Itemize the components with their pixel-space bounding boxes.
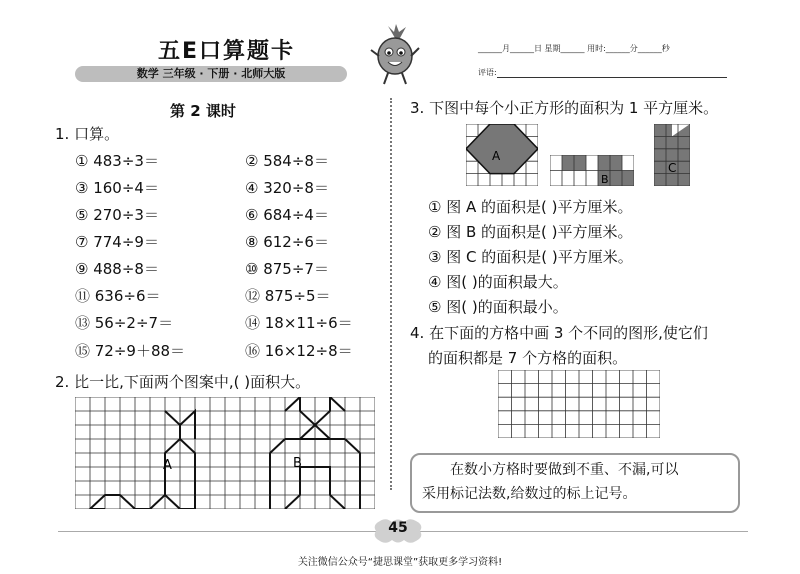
card-title: 五E口算题卡: [158, 39, 296, 64]
calc-item: ⑨ 488÷8＝: [75, 260, 159, 278]
calc-item: ⑩ 875÷7＝: [245, 260, 329, 278]
q4-drawing-grid[interactable]: [498, 370, 660, 438]
comment-line: [478, 67, 727, 78]
q3-option: ④ 图( )的面积最大。: [428, 273, 568, 291]
calc-item: ⑥ 684÷4＝: [245, 206, 329, 224]
fig3-c-label: C: [668, 161, 677, 175]
fig-b-label: B: [293, 456, 302, 471]
column-divider: [390, 98, 392, 490]
q3-figure-a: [466, 124, 538, 186]
q3-option: ② 图 B 的面积是( )平方厘米。: [428, 223, 633, 241]
date-time-line: ______月______日 星期______ 用时:______分______秒: [478, 44, 670, 53]
calc-item: ① 483÷3＝: [75, 152, 159, 170]
calc-item: ⑯ 16×12÷8＝: [245, 342, 353, 360]
q3-option: ⑤ 图( )的面积最小。: [428, 298, 568, 316]
q3-label: 3. 下图中每个小正方形的面积为 1 平方厘米。: [410, 99, 719, 117]
q3-figure-c: [654, 124, 690, 186]
figure-a-outline: [90, 411, 195, 509]
calc-item: ② 584÷8＝: [245, 152, 329, 170]
q1-label: 1. 口算。: [55, 125, 120, 143]
calc-item: ④ 320÷8＝: [245, 179, 329, 197]
calc-item: ⑮ 72÷9＋88＝: [75, 342, 186, 360]
fig3-b-label: B: [601, 173, 609, 186]
calc-item: ⑪ 636÷6＝: [75, 287, 161, 305]
q4-label-line2: 的面积都是 7 个方格的面积。: [428, 349, 628, 367]
tip-box: [410, 453, 740, 513]
calc-item: ⑤ 270÷3＝: [75, 206, 159, 224]
page-number: 45: [388, 520, 408, 536]
q4-label-line1: 4. 在下面的方格中画 3 个不同的图形,使它们: [410, 324, 708, 342]
lesson-title: 第 2 课时: [170, 102, 236, 120]
fig3-a-label: A: [492, 149, 501, 163]
calc-item: ③ 160÷4＝: [75, 179, 159, 197]
q3-option: ③ 图 C 的面积是( )平方厘米。: [428, 248, 633, 266]
radish-mascot-icon: [368, 24, 422, 86]
calc-item: ⑧ 612÷6＝: [245, 233, 329, 251]
calc-item: ⑭ 18×11÷6＝: [245, 314, 353, 332]
calc-item: ⑬ 56÷2÷7＝: [75, 314, 174, 332]
footer-text: 关注微信公众号“捷思课堂”获取更多学习资料!: [297, 557, 503, 568]
q2-label: 2. 比一比,下面两个图案中,( )面积大。: [55, 373, 311, 391]
q2-figure-grid: [75, 397, 375, 509]
calc-item: ⑫ 875÷5＝: [245, 287, 331, 305]
subject-grade-bar: 数学 三年级 · 下册 · 北师大版: [75, 66, 347, 82]
calc-item: ⑦ 774÷9＝: [75, 233, 159, 251]
q3-option: ① 图 A 的面积是( )平方厘米。: [428, 198, 633, 216]
tip-line2: 采用标记法数,给数过的标上记号。: [422, 486, 637, 502]
q3-figure-b: [550, 155, 634, 186]
fig-a-label: A: [163, 458, 172, 473]
comment-label: 评语:: [478, 68, 497, 77]
tip-line1: 在数小方格时要做到不重、不漏,可以: [450, 462, 679, 478]
